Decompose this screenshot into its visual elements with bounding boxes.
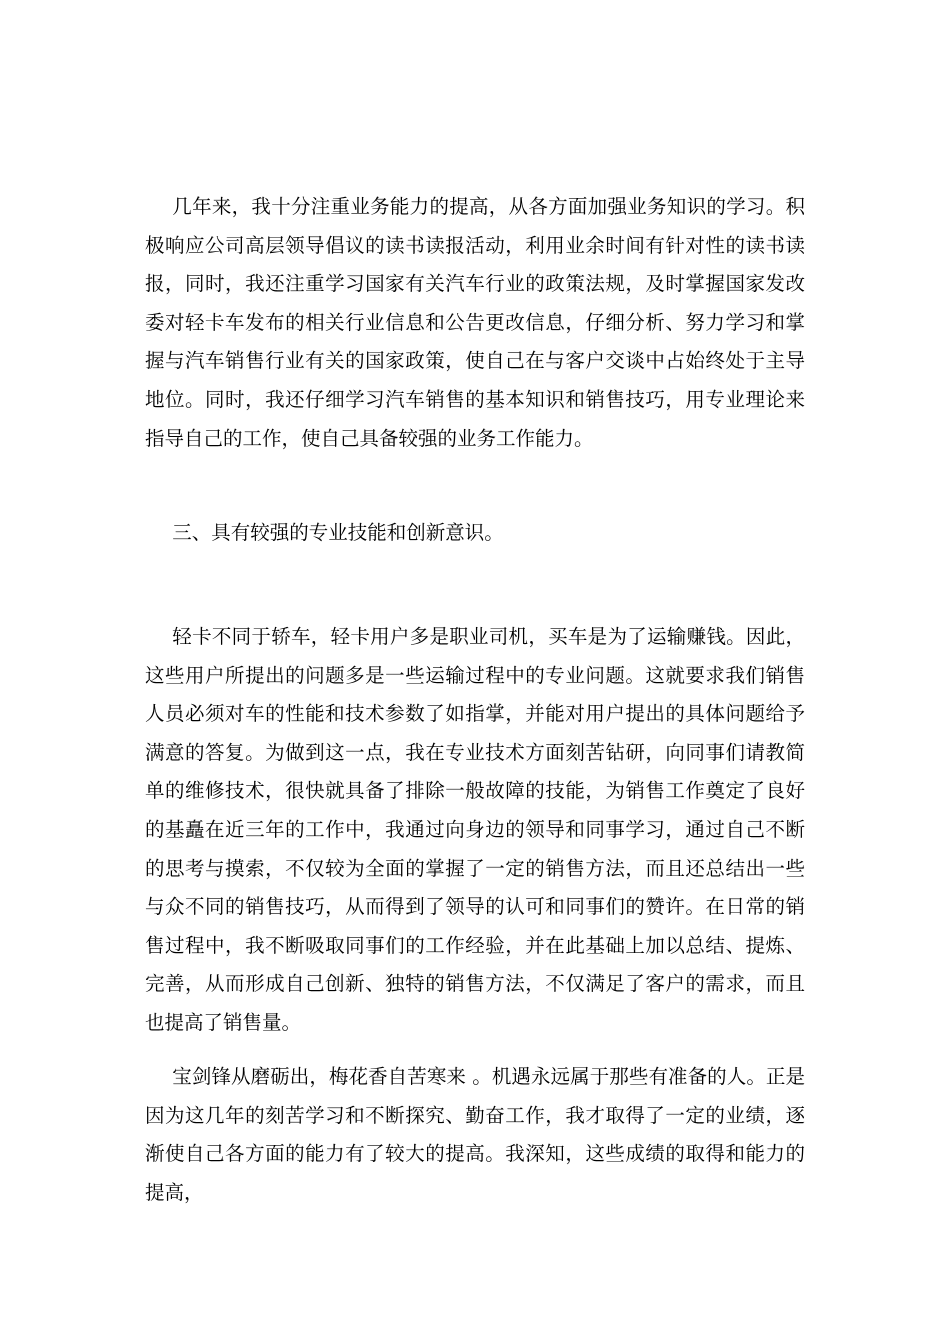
paragraph-conclusion: 宝剑锋从磨砺出，梅花香自苦寒来 。机遇永远属于那些有准备的人。正是因为这几年的刻苦学习和不断探究、勤奋工作，我才取得了一定的业绩，逐渐使自己各方面的能力有了较大的提高。我深知，这些成绩的取得和能力的提高， xyxy=(145,1065,805,1204)
section-heading-skills: 三、具有较强的专业技能和创新意识。 xyxy=(172,521,504,544)
paragraph-business-study: 几年来，我十分注重业务能力的提高，从各方面加强业务知识的学习。积极响应公司高层领导倡议的读书读报活动，利用业余时间有针对性的读书读报，同时，我还注重学习国家有关汽车行业的政策法规，及时掌握国家发改委对轻卡车发布的相关行业信息和公告更改信息，仔细分析、努力学习和掌握与汽车销售行业有关的国家政策，使自己在与客户交谈中占始终处于主导地位。同时，我还仔细学习汽车销售的基本知识和销售技巧，用专业理论来指导自己的工作，使自己具备较强的业务工作能力。 xyxy=(145,195,805,450)
paragraph-professional-skills: 轻卡不同于轿车，轻卡用户多是职业司机，买车是为了运输赚钱。因此，这些用户所提出的问题多是一些运输过程中的专业问题。这就要求我们销售人员必须对车的性能和技术参数了如指掌，并能对用户提出的具体问题给予满意的答复。为做到这一点，我在专业技术方面刻苦钻研，向同事们请教简单的维修技术，很快就具备了排除一般故障的技能，为销售工作奠定了良好的基矗在近三年的工作中，我通过向身边的领导和同事学习，通过自己不断的思考与摸索，不仅较为全面的掌握了一定的销售方法，而且还总结出一些与众不同的销售技巧，从而得到了领导的认可和同事们的赞许。在日常的销售过程中，我不断吸取同事们的工作经验，并在此基础上加以总结、提炼、完善，从而形成自己创新、独特的销售方法，不仅满足了客户的需求，而且也提高了销售量。 xyxy=(145,625,805,1034)
